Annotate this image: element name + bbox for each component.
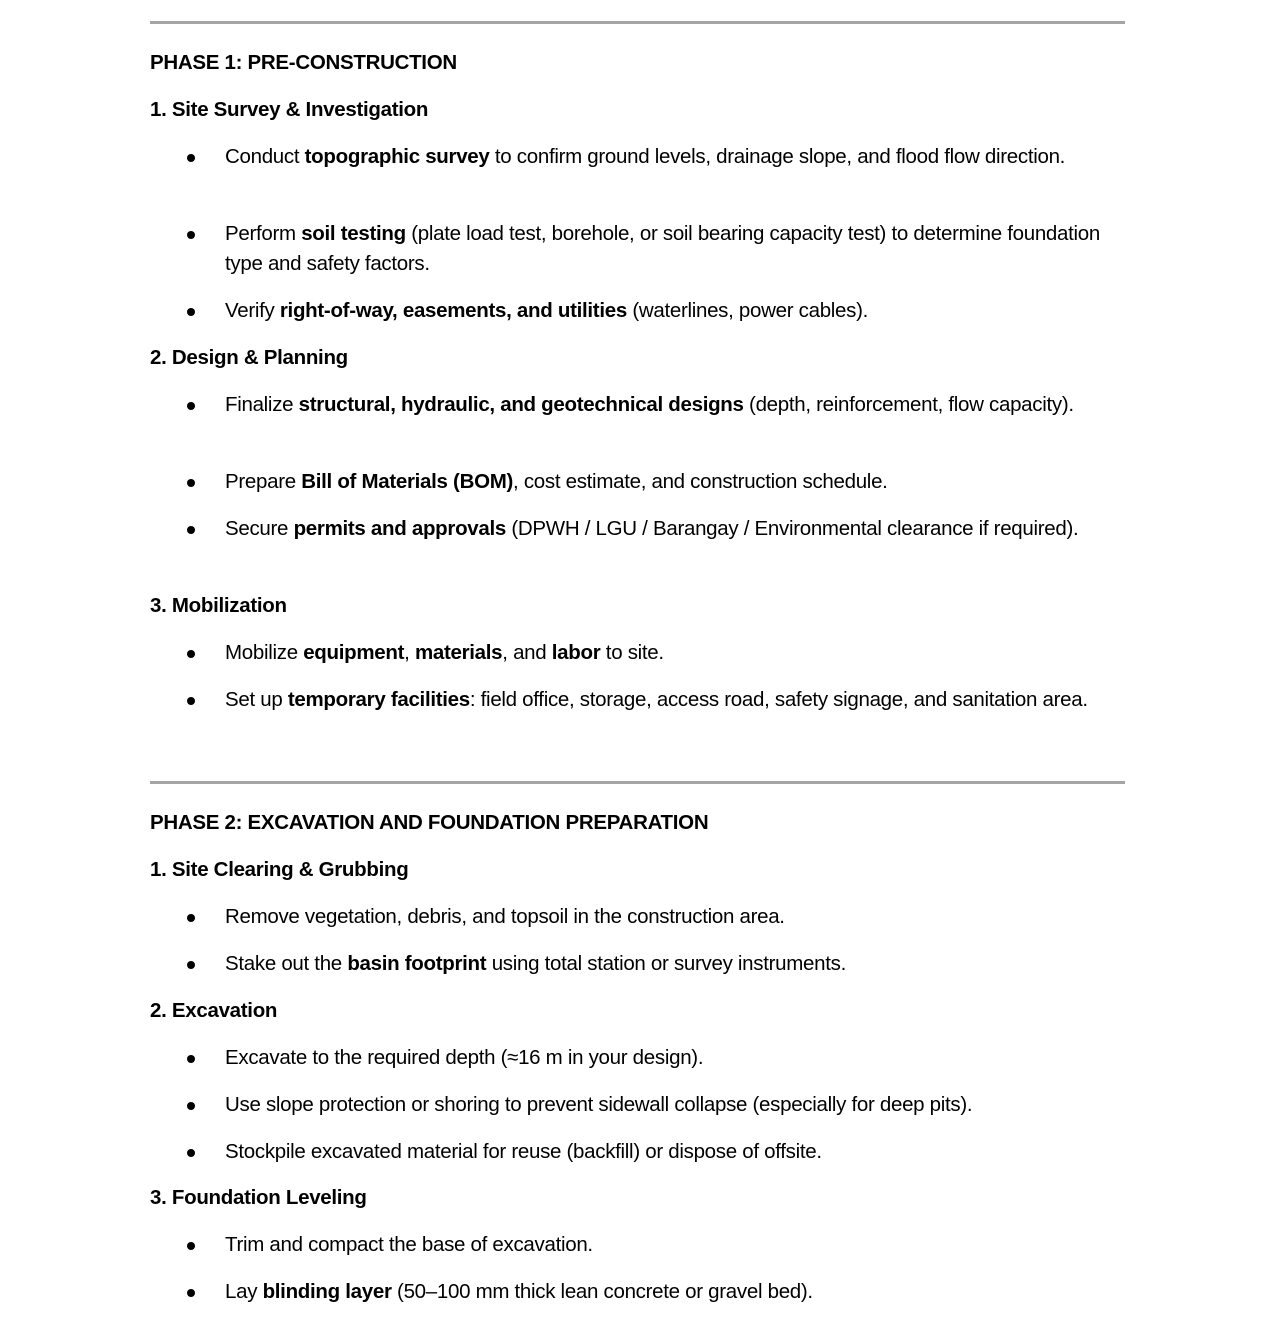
bullet-icon [187, 650, 195, 658]
section-heading: 2. Design & Planning [150, 346, 348, 369]
horizontal-rule [150, 21, 1125, 24]
section-heading: 2. Excavation [150, 999, 278, 1022]
bullet-icon [187, 308, 195, 316]
list-item: Stockpile excavated material for reuse (backfill) or dispose of offsite. [225, 1140, 822, 1163]
bullet-icon [187, 1289, 195, 1297]
list-item: Lay blinding layer (50–100 mm thick lean concrete or gravel bed). [225, 1280, 813, 1303]
list-item: Conduct topographic survey to confirm ground levels, drainage slope, and flood flow direction. [225, 145, 1066, 168]
bullet-icon [187, 402, 195, 410]
list-item: Verify right-of-way, easements, and utilities (waterlines, power cables). [225, 299, 869, 322]
list-item: Trim and compact the base of excavation. [225, 1233, 593, 1256]
list-item: Excavate to the required depth (≈16 m in your design). [225, 1046, 704, 1069]
list-item: Use slope protection or shoring to prevent sidewall collapse (especially for deep pits). [225, 1093, 973, 1116]
list-item: Finalize structural, hydraulic, and geotechnical designs (depth, reinforcement, flow capacity). [225, 393, 1074, 416]
section-heading: 3. Foundation Leveling [150, 1186, 367, 1209]
horizontal-rule [150, 781, 1125, 784]
section-heading: 3. Mobilization [150, 594, 287, 617]
list-item: Remove vegetation, debris, and topsoil in the construction area. [225, 905, 785, 928]
list-item: Set up temporary facilities: field office, storage, access road, safety signage, and sanitation area. [225, 688, 1088, 711]
bullet-icon [187, 1242, 195, 1250]
list-item: Secure permits and approvals (DPWH / LGU / Barangay / Environmental clearance if required). [225, 517, 1079, 540]
phase-1-heading: PHASE 1: PRE-CONSTRUCTION [150, 51, 457, 74]
phase-2-heading: PHASE 2: EXCAVATION AND FOUNDATION PREPARATION [150, 811, 709, 834]
bullet-icon [187, 526, 195, 534]
bullet-icon [187, 479, 195, 487]
bullet-icon [187, 154, 195, 162]
bullet-icon [187, 1102, 195, 1110]
bullet-icon [187, 914, 195, 922]
list-item: Prepare Bill of Materials (BOM), cost estimate, and construction schedule. [225, 470, 888, 493]
bullet-icon [187, 1149, 195, 1157]
list-item: Mobilize equipment, materials, and labor to site. [225, 641, 664, 664]
section-heading: 1. Site Clearing & Grubbing [150, 858, 409, 881]
list-item: Perform soil testing (plate load test, borehole, or soil bearing capacity test) to determine foundation type and safety factors. [225, 222, 1100, 275]
list-item: Stake out the basin footprint using total station or survey instruments. [225, 952, 846, 975]
bullet-icon [187, 697, 195, 705]
bullet-icon [187, 231, 195, 239]
section-heading: 1. Site Survey & Investigation [150, 98, 429, 121]
bullet-icon [187, 1055, 195, 1063]
bullet-icon [187, 961, 195, 969]
